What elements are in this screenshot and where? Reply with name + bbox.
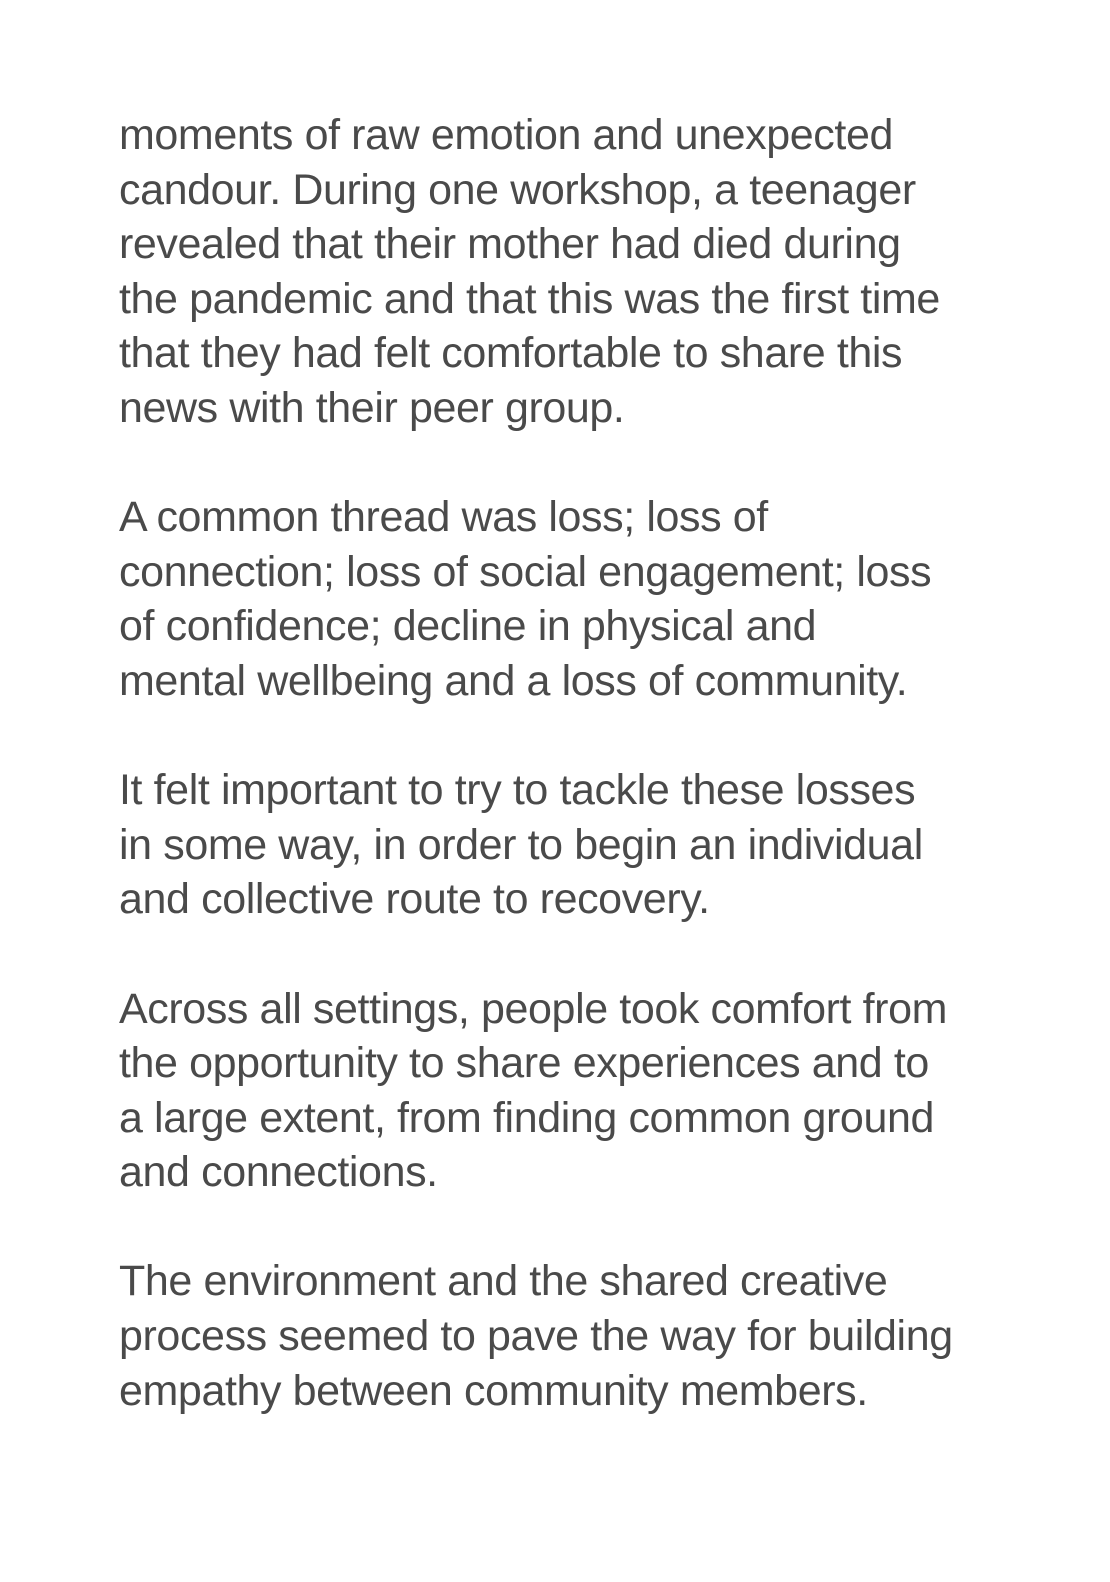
text-line: and collective route to recovery. [119,875,710,924]
paragraph-5 [119,1254,1019,1418]
text-line: and connections. [119,1148,438,1197]
body-text [119,108,1019,1473]
text-line: A common thread was loss; loss of [119,493,768,542]
text-line: news with their peer group. [119,383,625,432]
text-line: a large extent, from finding common ground [119,1093,934,1142]
text-line: that they had felt comfortable to share this [119,329,903,378]
text-line: Across all settings, people took comfort from [119,984,948,1033]
paragraph-3 [119,763,1019,927]
text-line: process seemed to pave the way for building [119,1312,953,1361]
text-line: in some way, in order to begin an individual [119,820,923,869]
text-line: empathy between community members. [119,1366,868,1415]
text-line: of confidence; decline in physical and [119,602,817,651]
text-line: candour. During one workshop, a teenager [119,165,916,214]
paragraph-1 [119,108,1019,436]
paragraph-2 [119,490,1019,708]
text-line: mental wellbeing and a loss of community. [119,656,908,705]
text-line: It felt important to try to tackle these losses [119,766,916,815]
paragraph-4 [119,982,1019,1200]
text-line: The environment and the shared creative [119,1257,888,1306]
text-line: the pandemic and that this was the first time [119,274,940,323]
text-line: revealed that their mother had died during [119,220,901,269]
text-line: connection; loss of social engagement; loss [119,547,932,596]
text-line: moments of raw emotion and unexpected [119,111,893,159]
text-line: the opportunity to share experiences and to [119,1039,929,1088]
